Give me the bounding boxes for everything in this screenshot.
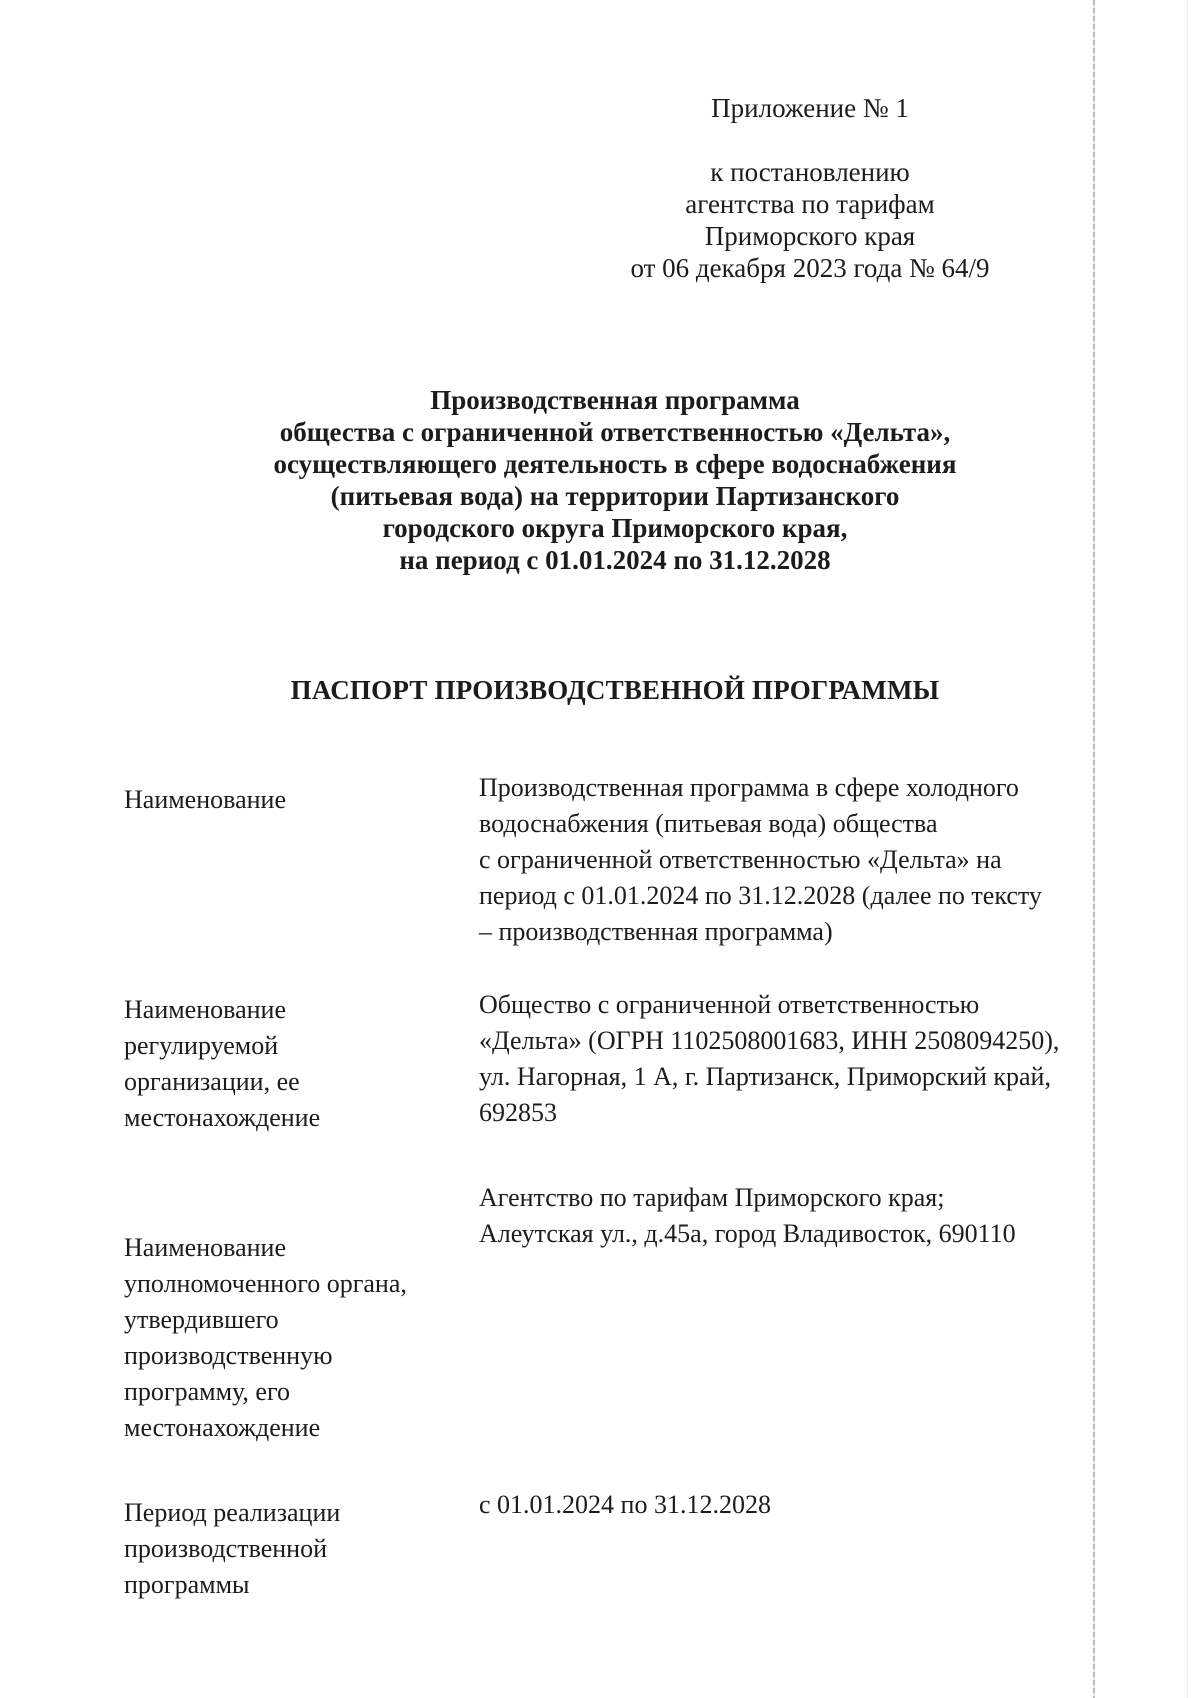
row-value — [479, 770, 1089, 950]
row-label-line: производственной — [124, 1534, 327, 1563]
appendix-line: агентства по тарифам — [685, 189, 935, 219]
program-title-line: осуществляющего деятельность в сфере водоснабжения — [273, 449, 957, 479]
row-label — [124, 782, 444, 818]
row-label-line: программы — [124, 1570, 250, 1599]
row-label-line: утвердившего — [124, 1305, 279, 1334]
scan-edge-line-outer — [1187, 0, 1188, 1698]
row-label-line: организации, ее — [124, 1067, 300, 1096]
passport-heading: ПАСПОРТ ПРОИЗВОДСТВЕННОЙ ПРОГРАММЫ — [290, 675, 940, 705]
row-value-line: водоснабжения (питьевая вода) общества — [479, 809, 938, 838]
row-value-line: «Дельта» (ОГРН 1102508001683, ИНН 2508094250), — [479, 1026, 1060, 1055]
row-value-line: 692853 — [479, 1098, 557, 1127]
row-value-line: с ограниченной ответственностью «Дельта» на — [479, 845, 1002, 874]
program-title-line: городского округа Приморского края, — [382, 513, 848, 543]
row-value-line: с 01.01.2024 по 31.12.2028 — [479, 1490, 771, 1519]
row-value-line: ул. Нагорная, 1 А, г. Партизанск, Приморский край, — [479, 1062, 1051, 1091]
row-value-line: период с 01.01.2024 по 31.12.2028 (далее по тексту — [479, 881, 1042, 910]
row-label-line: местонахождение — [124, 1103, 321, 1132]
row-value — [479, 1180, 1089, 1252]
row-label — [124, 1495, 444, 1603]
row-value-line: Производственная программа в сфере холодного — [479, 773, 1019, 802]
row-label-line: уполномоченного органа, — [124, 1269, 407, 1298]
appendix-line: Приморского края — [704, 221, 916, 251]
row-label-line: местонахождение — [124, 1413, 321, 1442]
row-value-line: Общество с ограниченной ответственностью — [479, 990, 980, 1019]
row-value-line: Алеутская ул., д.45а, город Владивосток, 690110 — [479, 1219, 1016, 1248]
appendix-title: Приложение № 1 — [711, 93, 909, 123]
row-label-line: производственную — [124, 1341, 333, 1370]
row-label — [124, 992, 444, 1136]
program-title-line: на период с 01.01.2024 по 31.12.2028 — [399, 545, 831, 575]
appendix-line: от 06 декабря 2023 года № 64/9 — [630, 253, 990, 283]
row-label-line: программу, его — [124, 1377, 290, 1406]
appendix-line: к постановлению — [710, 157, 910, 187]
program-title-line: Производственная программа — [430, 385, 800, 415]
row-value-line: Агентство по тарифам Приморского края; — [479, 1183, 945, 1212]
program-title-line: (питьевая вода) на территории Партизанского — [330, 481, 900, 511]
row-label-line: Наименование — [124, 995, 286, 1024]
row-value-line: – производственная программа) — [479, 917, 833, 946]
program-title-line: общества с ограниченной ответственностью «Дельта», — [279, 417, 951, 447]
row-label — [124, 1230, 444, 1446]
row-label-line: регулируемой — [124, 1031, 279, 1060]
program-title — [200, 384, 1030, 576]
row-label-line: Наименование — [124, 1233, 286, 1262]
appendix-block — [600, 92, 1020, 284]
row-value — [479, 987, 1089, 1131]
row-label-line: Период реализации — [124, 1498, 341, 1527]
row-value — [479, 1487, 1089, 1523]
row-label-line: Наименование — [124, 785, 286, 814]
scan-edge-line — [1093, 0, 1095, 1698]
